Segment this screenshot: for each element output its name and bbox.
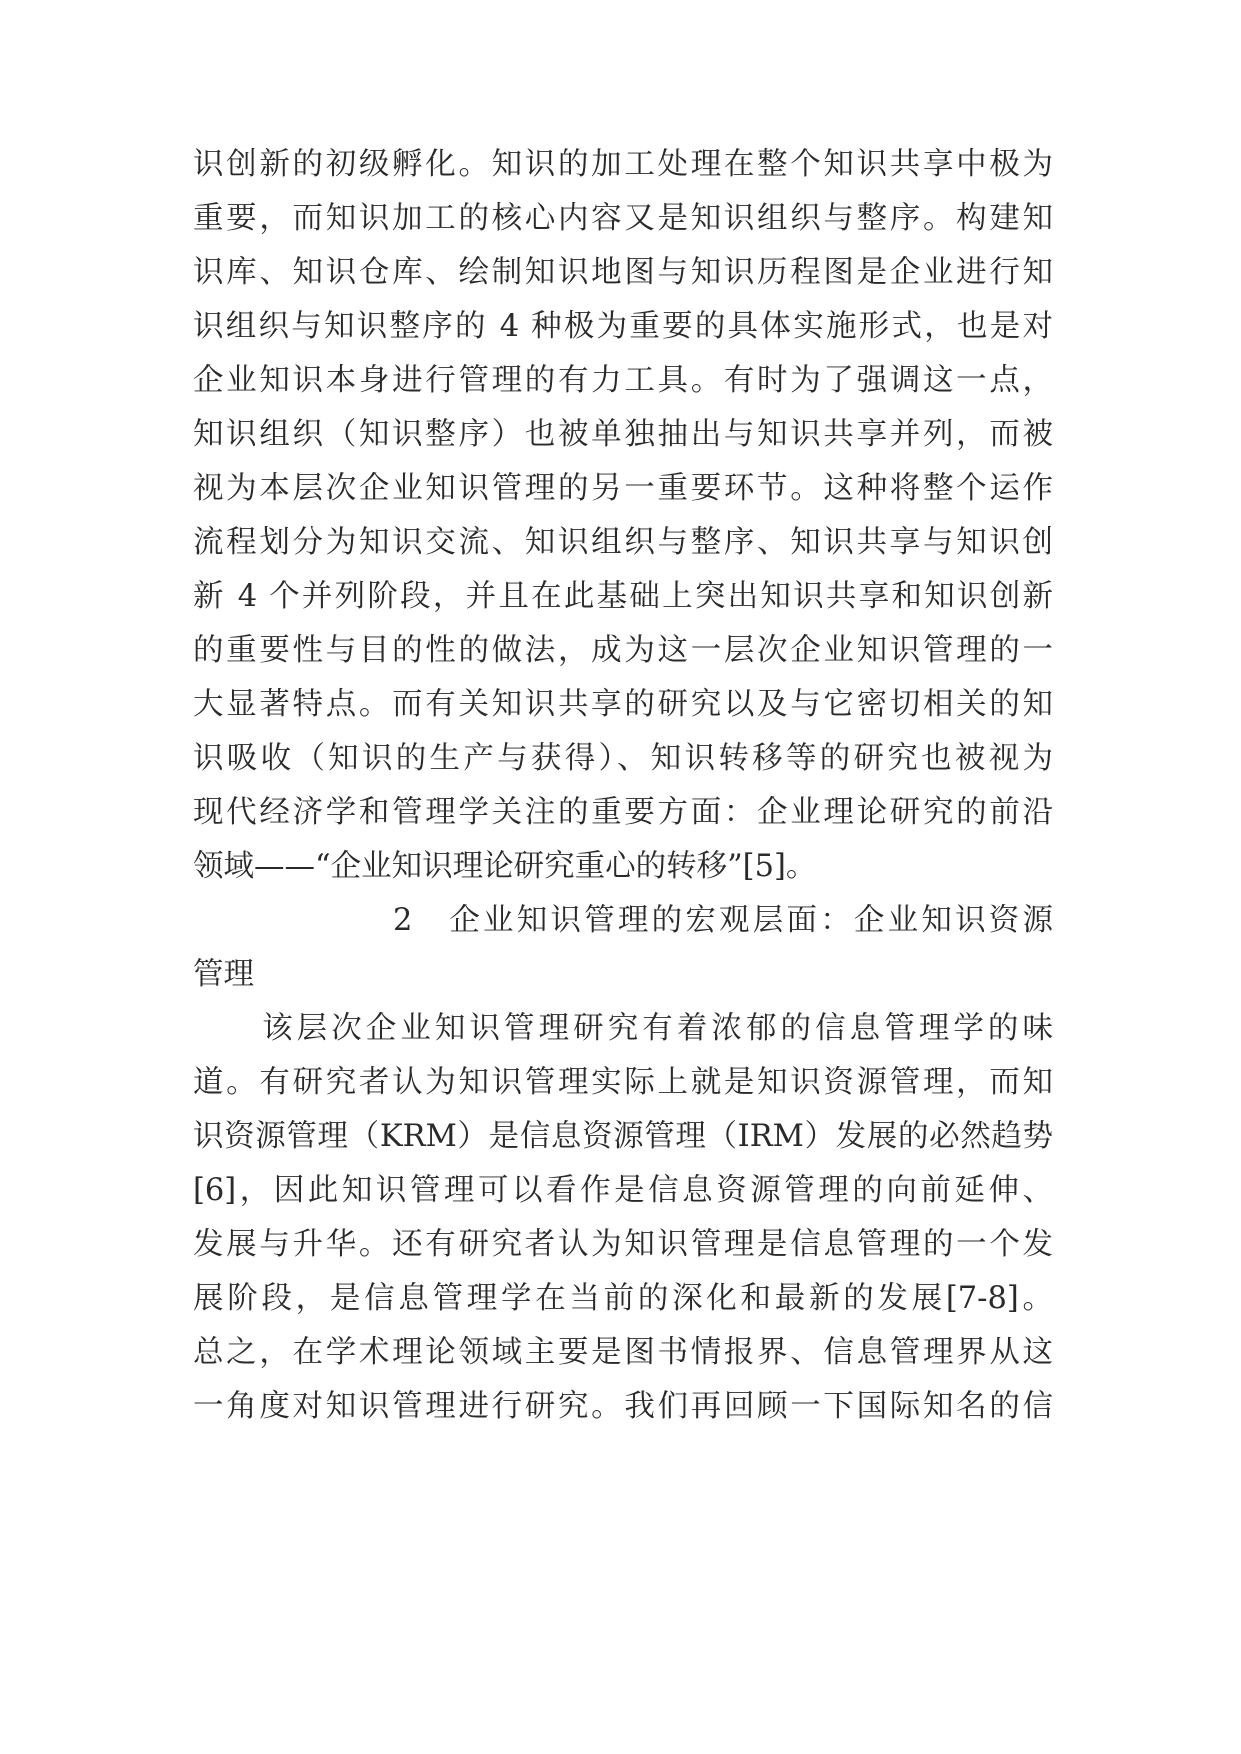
paragraph-2-line-2: 道。有研究者认为知识管理实际上就是知识资源管理，而知 — [193, 1065, 1053, 1100]
paragraph-2-line-6: 展阶段，是信息管理学在当前的深化和最新的发展[7-8]。 — [193, 1281, 1053, 1316]
paragraph-1-line-13: 现代经济学和管理学关注的重要方面：企业理论研究的前沿 — [193, 795, 1053, 830]
paragraph-1-line-11: 大显著特点。而有关知识共享的研究以及与它密切相关的知 — [193, 687, 1053, 722]
paragraph-1-line-8: 流程划分为知识交流、知识组织与整序、知识共享与知识创 — [193, 525, 1053, 560]
paragraph-2-line-7: 总之，在学术理论领域主要是图书情报界、信息管理界从这 — [193, 1335, 1053, 1370]
paragraph-1-line-3: 识库、知识仓库、绘制知识地图与知识历程图是企业进行知 — [193, 255, 1053, 290]
paragraph-1-line-9: 新 4 个并列阶段，并且在此基础上突出知识共享和知识创新 — [193, 579, 1053, 614]
paragraph-1-line-6: 知识组织（知识整序）也被单独抽出与知识共享并列，而被 — [193, 417, 1053, 452]
section-heading-line-2: 管理 — [193, 957, 254, 992]
paragraph-1-line-1: 识创新的初级孵化。知识的加工处理在整个知识共享中极为 — [193, 147, 1053, 182]
paragraph-1-line-14: 领域——“企业知识理论研究重心的转移”[5]。 — [193, 849, 817, 884]
paragraph-1-line-10: 的重要性与目的性的做法，成为这一层次企业知识管理的一 — [193, 633, 1053, 668]
paragraph-1-line-12: 识吸收（知识的生产与获得）、知识转移等的研究也被视为 — [193, 741, 1053, 776]
paragraph-2-line-8: 一角度对知识管理进行研究。我们再回顾一下国际知名的信 — [193, 1389, 1053, 1424]
paragraph-1-line-4: 识组织与知识整序的 4 种极为重要的具体实施形式，也是对 — [193, 309, 1053, 344]
paragraph-2-line-4: [6]，因此知识管理可以看作是信息资源管理的向前延伸、 — [193, 1173, 1053, 1208]
section-heading-line-1: 2 企业知识管理的宏观层面：企业知识资源 — [393, 903, 1053, 938]
paragraph-2-line-3: 识资源管理（KRM）是信息资源管理（IRM）发展的必然趋势 — [193, 1119, 1053, 1154]
paragraph-2-line-5: 发展与升华。还有研究者认为知识管理是信息管理的一个发 — [193, 1227, 1053, 1262]
paragraph-2-line-1: 该层次企业知识管理研究有着浓郁的信息管理学的味 — [193, 1011, 1053, 1046]
paragraph-1-line-5: 企业知识本身进行管理的有力工具。有时为了强调这一点， — [193, 363, 1053, 398]
paragraph-1-line-7: 视为本层次企业知识管理的另一重要环节。这种将整个运作 — [193, 471, 1053, 506]
paragraph-1-line-2: 重要，而知识加工的核心内容又是知识组织与整序。构建知 — [193, 201, 1053, 236]
